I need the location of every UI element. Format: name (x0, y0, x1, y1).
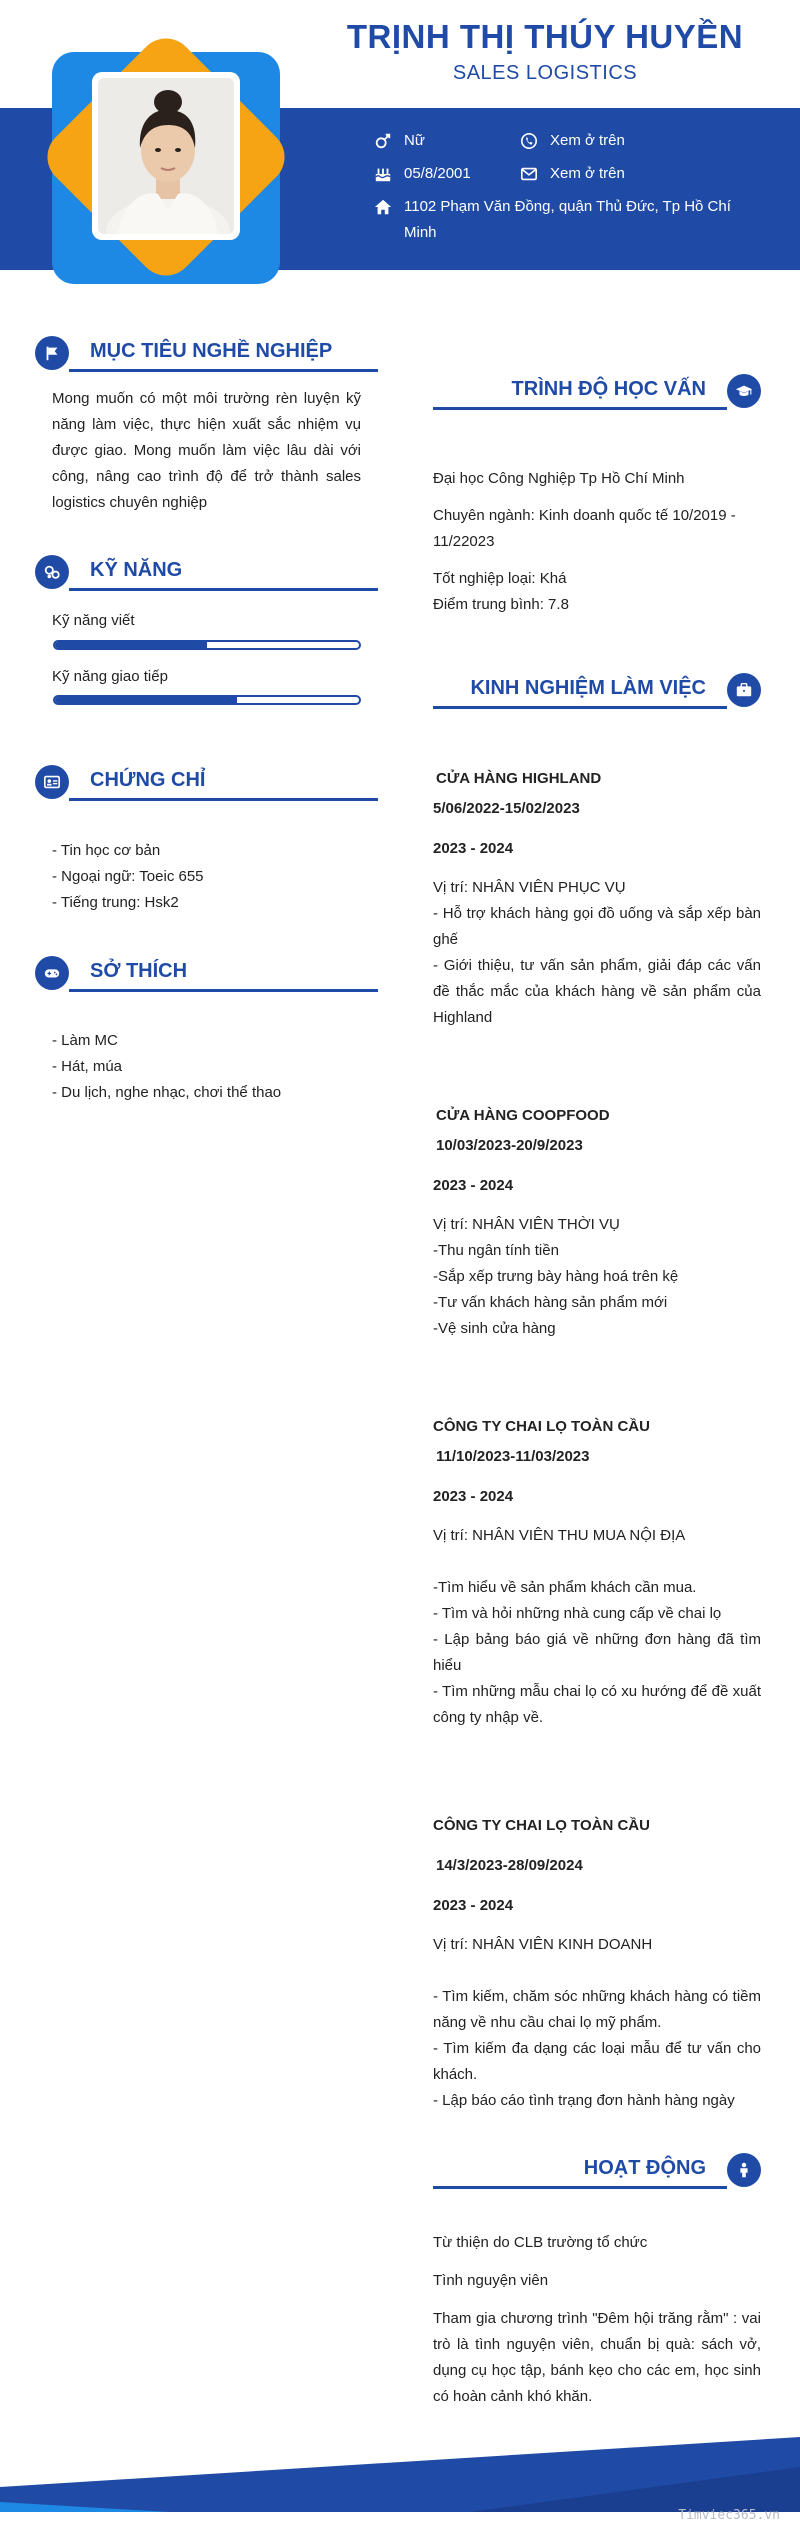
job-period: 2023 - 2024 (433, 840, 514, 857)
address-value: 1102 Phạm Văn Đồng, quận Thủ Đức, Tp Hồ Chí Minh (404, 198, 731, 241)
skills-rule (69, 588, 378, 591)
section-experience-heading (433, 673, 761, 709)
hobby-item: - Hát, múa (52, 1058, 123, 1075)
job-duties: - Tìm kiếm, chăm sóc những khách hàng có tiềm năng về nhu cầu chai lọ mỹ phẩm. - Tìm kiếm đa dạng các loại mẫu để tư vấn cho khách. - Lập báo cáo tình trạng đơn hành hàng ngày (433, 1988, 761, 2109)
skill-bar-communication (53, 695, 361, 705)
experience-title: KINH NGHIỆM LÀM VIỆC (470, 677, 706, 699)
avatar (98, 78, 234, 234)
job-period: 2023 - 2024 (433, 1488, 514, 1505)
certificate-item: - Tin học cơ bản (52, 842, 161, 859)
gamepad-icon (35, 956, 69, 990)
experience-rule (433, 706, 727, 709)
hobby-item: - Du lịch, nghe nhạc, chơi thể thao (52, 1084, 282, 1101)
job-duties: -Tìm hiểu về sản phẩm khách cần mua. - Tìm và hỏi những nhà cung cấp về chai lọ - Lập bảng báo giá về những đơn hàng đã tìm hiểu - Tìm những mẫu chai lọ có xu hướng để đề xuất công ty nhập về. (433, 1579, 761, 1726)
hobbies-rule (69, 989, 378, 992)
job-position: Vị trí: NHÂN VIÊN THU MUA NỘI ĐỊA (433, 1527, 686, 1544)
job-title: SALES LOGISTICS (452, 62, 638, 84)
activity-role: Tình nguyện viên (433, 2272, 549, 2289)
job-duties: -Thu ngân tính tiền -Sắp xếp trưng bày hàng hoá trên kệ -Tư vấn khách hàng sản phẩm mới -Vệ sinh cửa hàng (433, 1242, 679, 1337)
certificates-title: CHỨNG CHỈ (90, 769, 206, 791)
education-major: Chuyên ngành: Kinh doanh quốc tế 10/2019 - 11/22023 (433, 507, 736, 550)
contact-email (520, 161, 770, 187)
job-period: 2023 - 2024 (433, 1177, 514, 1194)
job-company: CÔNG TY CHAI LỌ TOÀN CẦU (433, 1418, 650, 1435)
job-company: CÔNG TY CHAI LỌ TOÀN CẦU (433, 1817, 650, 1834)
education-school: Đại học Công Nghiệp Tp Hồ Chí Minh (433, 470, 685, 487)
certificate-item: - Ngoại ngữ: Toeic 655 (52, 868, 204, 885)
job-position: Vị trí: NHÂN VIÊN THỜI VỤ (433, 1216, 620, 1233)
job-company: CỬA HÀNG HIGHLAND (436, 770, 602, 787)
activities-title: HOẠT ĐỘNG (583, 2157, 706, 2179)
gender-icon (374, 132, 392, 150)
email-value: Xem ở trên (550, 165, 625, 182)
objective-text: Mong muốn có một môi trường rèn luyện kỹ năng làm việc, thực hiện xuất sắc nhiệm vụ được giao. Mong muốn làm việc lâu dài với công, nâng cao trình độ để trở thành sales logistics chuyên nghiệp (52, 390, 361, 511)
job-company: CỬA HÀNG COOPFOOD (436, 1107, 610, 1124)
certificate-icon (35, 765, 69, 799)
education-rule (433, 407, 727, 410)
section-hobbies-heading (35, 956, 378, 992)
education-rank: Tốt nghiệp loại: Khá (433, 570, 567, 587)
home-icon (374, 198, 392, 216)
section-activities-heading (433, 2153, 761, 2189)
email-icon (520, 165, 538, 183)
phone-icon (520, 132, 538, 150)
photo-white-frame (92, 72, 240, 240)
gender-value: Nữ (404, 132, 425, 149)
job-period: 2023 - 2024 (433, 1897, 514, 1914)
briefcase-icon (727, 673, 761, 707)
skill-bar-writing (53, 640, 361, 650)
job-dates: 10/03/2023-20/9/2023 (436, 1137, 583, 1154)
skill-fill-writing (55, 642, 207, 648)
profile-photo-frame (52, 30, 280, 306)
contact-birthday (374, 161, 514, 187)
skill-label-writing: Kỹ năng viết (52, 612, 135, 629)
section-education-heading (433, 374, 761, 410)
job-duties: - Hỗ trợ khách hàng gọi đồ uống và sắp xếp bàn ghế - Giới thiệu, tư vấn sản phẩm, giải đáp các vấn đề thắc mắc của khách hàng về sản phẩm của Highland (433, 905, 761, 1026)
person-icon (727, 2153, 761, 2187)
job-dates: 14/3/2023-28/09/2024 (436, 1857, 583, 1874)
education-title: TRÌNH ĐỘ HỌC VẤN (511, 378, 706, 400)
certificates-rule (69, 798, 378, 801)
job-position: Vị trí: NHÂN VIÊN PHỤC VỤ (433, 879, 626, 896)
candidate-name: TRỊNH THỊ THÚY HUYỀN (346, 18, 744, 55)
flag-icon (35, 336, 69, 370)
watermark-text: Timviec365.vn (678, 2508, 780, 2523)
education-gpa: Điểm trung bình: 7.8 (433, 596, 569, 613)
birthday-cake-icon (374, 165, 392, 183)
contact-gender (374, 128, 504, 154)
section-skills-heading (35, 555, 378, 591)
activities-rule (433, 2186, 727, 2189)
hobbies-title: SỞ THÍCH (90, 960, 188, 982)
job-position: Vị trí: NHÂN VIÊN KINH DOANH (433, 1936, 653, 1953)
job-dates: 5/06/2022-15/02/2023 (433, 800, 580, 817)
contact-phone (520, 128, 770, 154)
activity-org: Từ thiện do CLB trường tổ chức (433, 2234, 648, 2251)
objective-rule (69, 369, 378, 372)
hobby-item: - Làm MC (52, 1032, 118, 1049)
skills-icon (35, 555, 69, 589)
birthday-value: 05/8/2001 (404, 165, 471, 182)
section-certificates-heading (35, 765, 378, 801)
objective-title: MỤC TIÊU NGHỀ NGHIỆP (90, 340, 333, 362)
phone-value: Xem ở trên (550, 132, 625, 149)
graduation-cap-icon (727, 374, 761, 408)
skill-label-communication: Kỹ năng giao tiếp (52, 668, 168, 685)
certificate-item: - Tiếng trung: Hsk2 (52, 894, 179, 911)
activity-desc: Tham gia chương trình "Đêm hội trăng rằm" : vai trò là tình nguyện viên, chuẩn bị quà: sách vở, dụng cụ học tập, bánh kẹo cho các em, học sinh có hoàn cảnh khó khăn. (433, 2310, 761, 2405)
section-objective-heading (35, 336, 378, 372)
contact-address (374, 194, 754, 246)
skills-title: KỸ NĂNG (90, 559, 183, 581)
skill-fill-communication (55, 697, 237, 703)
job-dates: 11/10/2023-11/03/2023 (436, 1448, 590, 1465)
